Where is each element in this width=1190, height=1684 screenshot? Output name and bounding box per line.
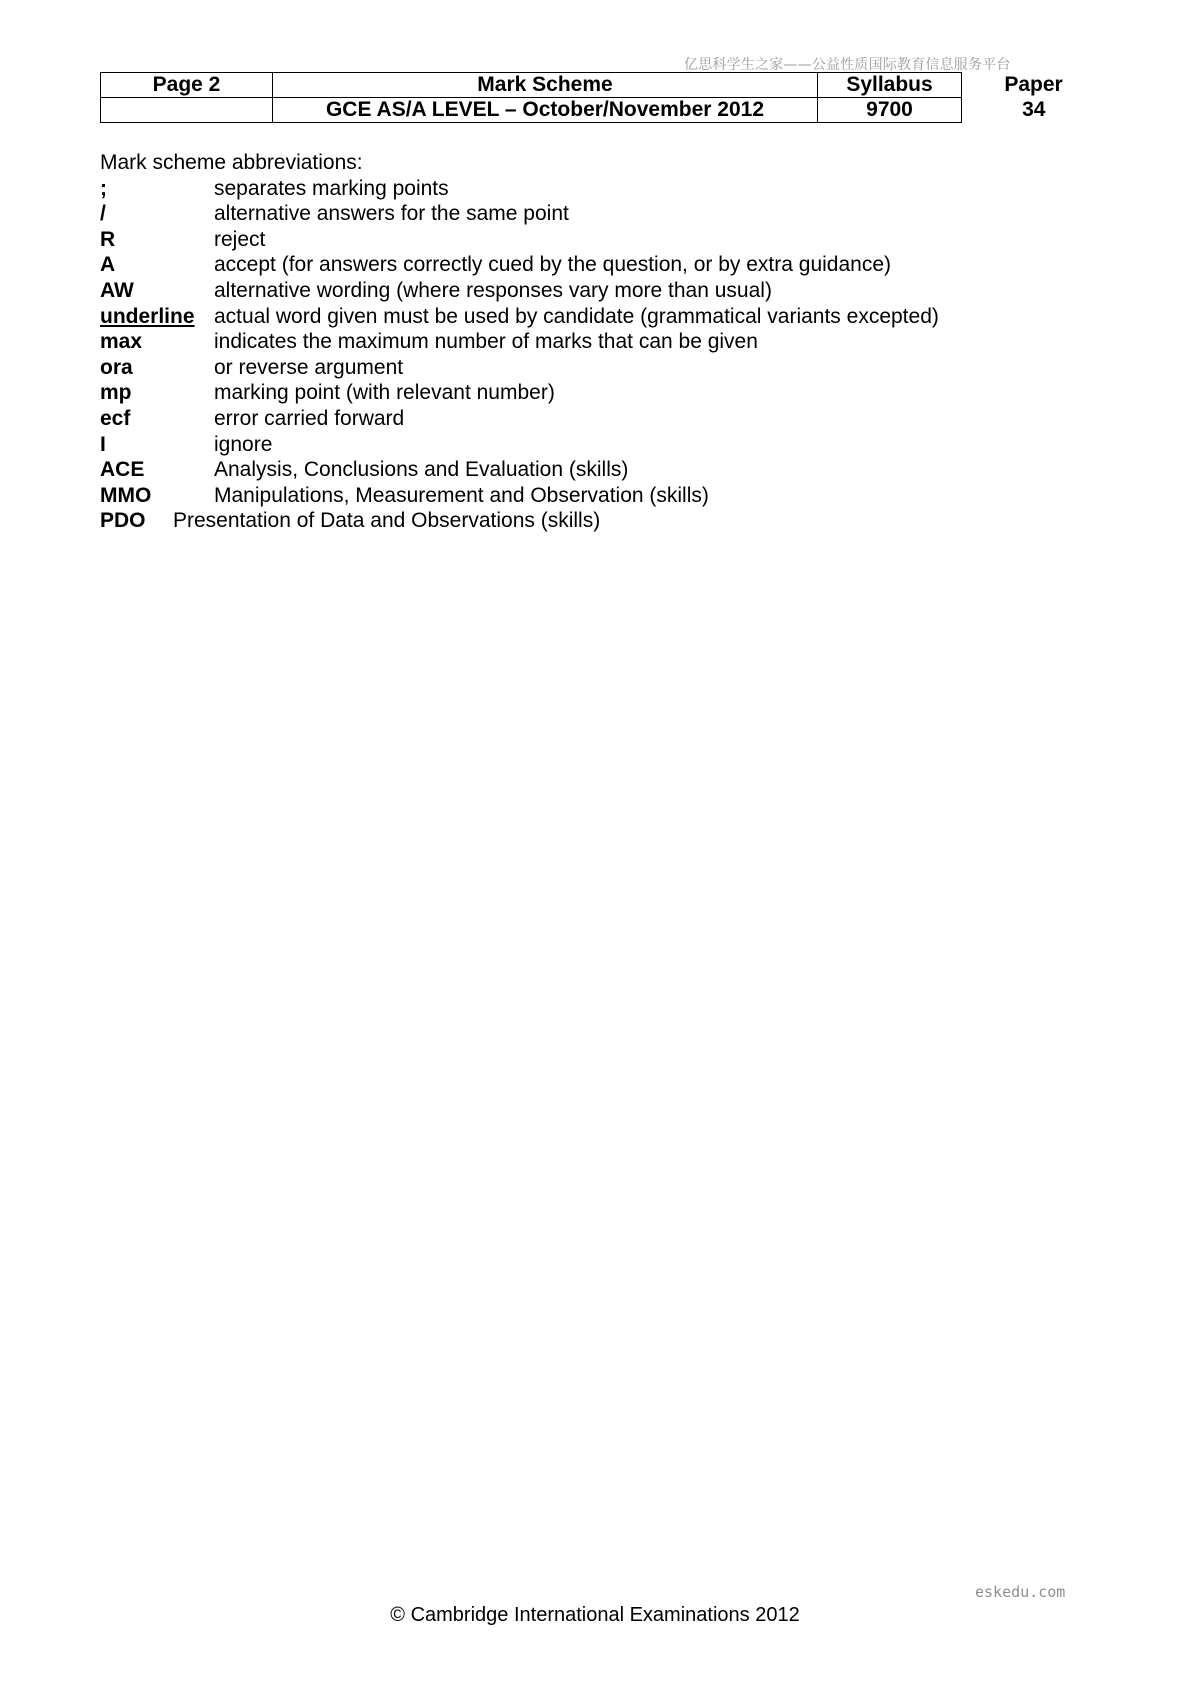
- abbr-term: ora: [100, 355, 133, 379]
- legend-row: [100, 432, 939, 458]
- legend-row: [100, 227, 939, 253]
- syllabus-label: Syllabus: [818, 73, 962, 98]
- abbr-meaning: error carried forward: [214, 406, 405, 430]
- abbr-term: PDO: [100, 509, 146, 533]
- legend-row: [100, 406, 939, 432]
- abbr-meaning: accept (for answers correctly cued by the question, or by extra guidance): [214, 253, 892, 277]
- abbr-meaning: reject: [214, 227, 266, 251]
- legend-row: [100, 380, 939, 406]
- header-row-1: [101, 73, 1106, 98]
- abbr-meaning: marking point (with relevant number): [214, 381, 555, 405]
- doc-title: Mark Scheme: [273, 73, 818, 98]
- legend-row: [100, 278, 939, 304]
- header-table: [100, 72, 1106, 123]
- abbr-term: I: [100, 432, 106, 456]
- abbr-term: max: [100, 330, 143, 354]
- abbr-meaning: Presentation of Data and Observations (skills): [173, 509, 601, 533]
- abbr-meaning: or reverse argument: [214, 355, 404, 379]
- abbr-term: MMO: [100, 483, 152, 507]
- legend-row: [100, 483, 939, 509]
- abbr-meaning: separates marking points: [214, 176, 449, 200]
- abbr-term: underline: [100, 304, 195, 328]
- watermark-bottom: eskedu.com: [975, 1583, 1066, 1601]
- abbr-term: R: [100, 227, 116, 251]
- abbreviations-legend: [100, 150, 939, 534]
- abbr-term: A: [100, 253, 116, 277]
- legend-row: [100, 201, 939, 227]
- legend-row: [100, 304, 939, 330]
- legend-row: [100, 355, 939, 381]
- legend-row: [100, 457, 939, 483]
- abbr-meaning: indicates the maximum number of marks that can be given: [214, 330, 758, 354]
- page-label: Page 2: [101, 73, 273, 98]
- legend-row: [100, 329, 939, 355]
- abbr-meaning: alternative answers for the same point: [214, 202, 569, 226]
- header-row-2: [101, 98, 1106, 123]
- copyright-footer: © Cambridge International Examinations 2012: [390, 1604, 800, 1626]
- abbr-term: ACE: [100, 458, 145, 482]
- abbr-term: mp: [100, 381, 132, 405]
- abbr-meaning: actual word given must be used by candidate (grammatical variants excepted): [214, 304, 939, 328]
- empty-cell: [101, 98, 273, 123]
- paper-label: Paper: [1004, 73, 1063, 96]
- abbr-meaning: alternative wording (where responses vary more than usual): [214, 278, 772, 302]
- watermark-top: 亿思科学生之家——公益性质国际教育信息服务平台: [684, 57, 1011, 73]
- abbr-term: AW: [100, 278, 134, 302]
- abbr-term: /: [100, 202, 106, 226]
- abbr-meaning: Analysis, Conclusions and Evaluation (skills): [214, 458, 629, 482]
- abbr-meaning: ignore: [214, 432, 273, 456]
- legend-row: [100, 508, 939, 534]
- exam-title: GCE AS/A LEVEL – October/November 2012: [273, 98, 818, 123]
- abbr-meaning: Manipulations, Measurement and Observation (skills): [214, 483, 709, 507]
- syllabus-value: 9700: [818, 98, 962, 123]
- legend-title: Mark scheme abbreviations:: [100, 151, 363, 174]
- legend-row: [100, 252, 939, 278]
- abbr-term: ecf: [100, 406, 131, 430]
- abbr-term: ;: [100, 176, 107, 200]
- paper-value: 34: [1022, 98, 1046, 121]
- legend-row: [100, 176, 939, 202]
